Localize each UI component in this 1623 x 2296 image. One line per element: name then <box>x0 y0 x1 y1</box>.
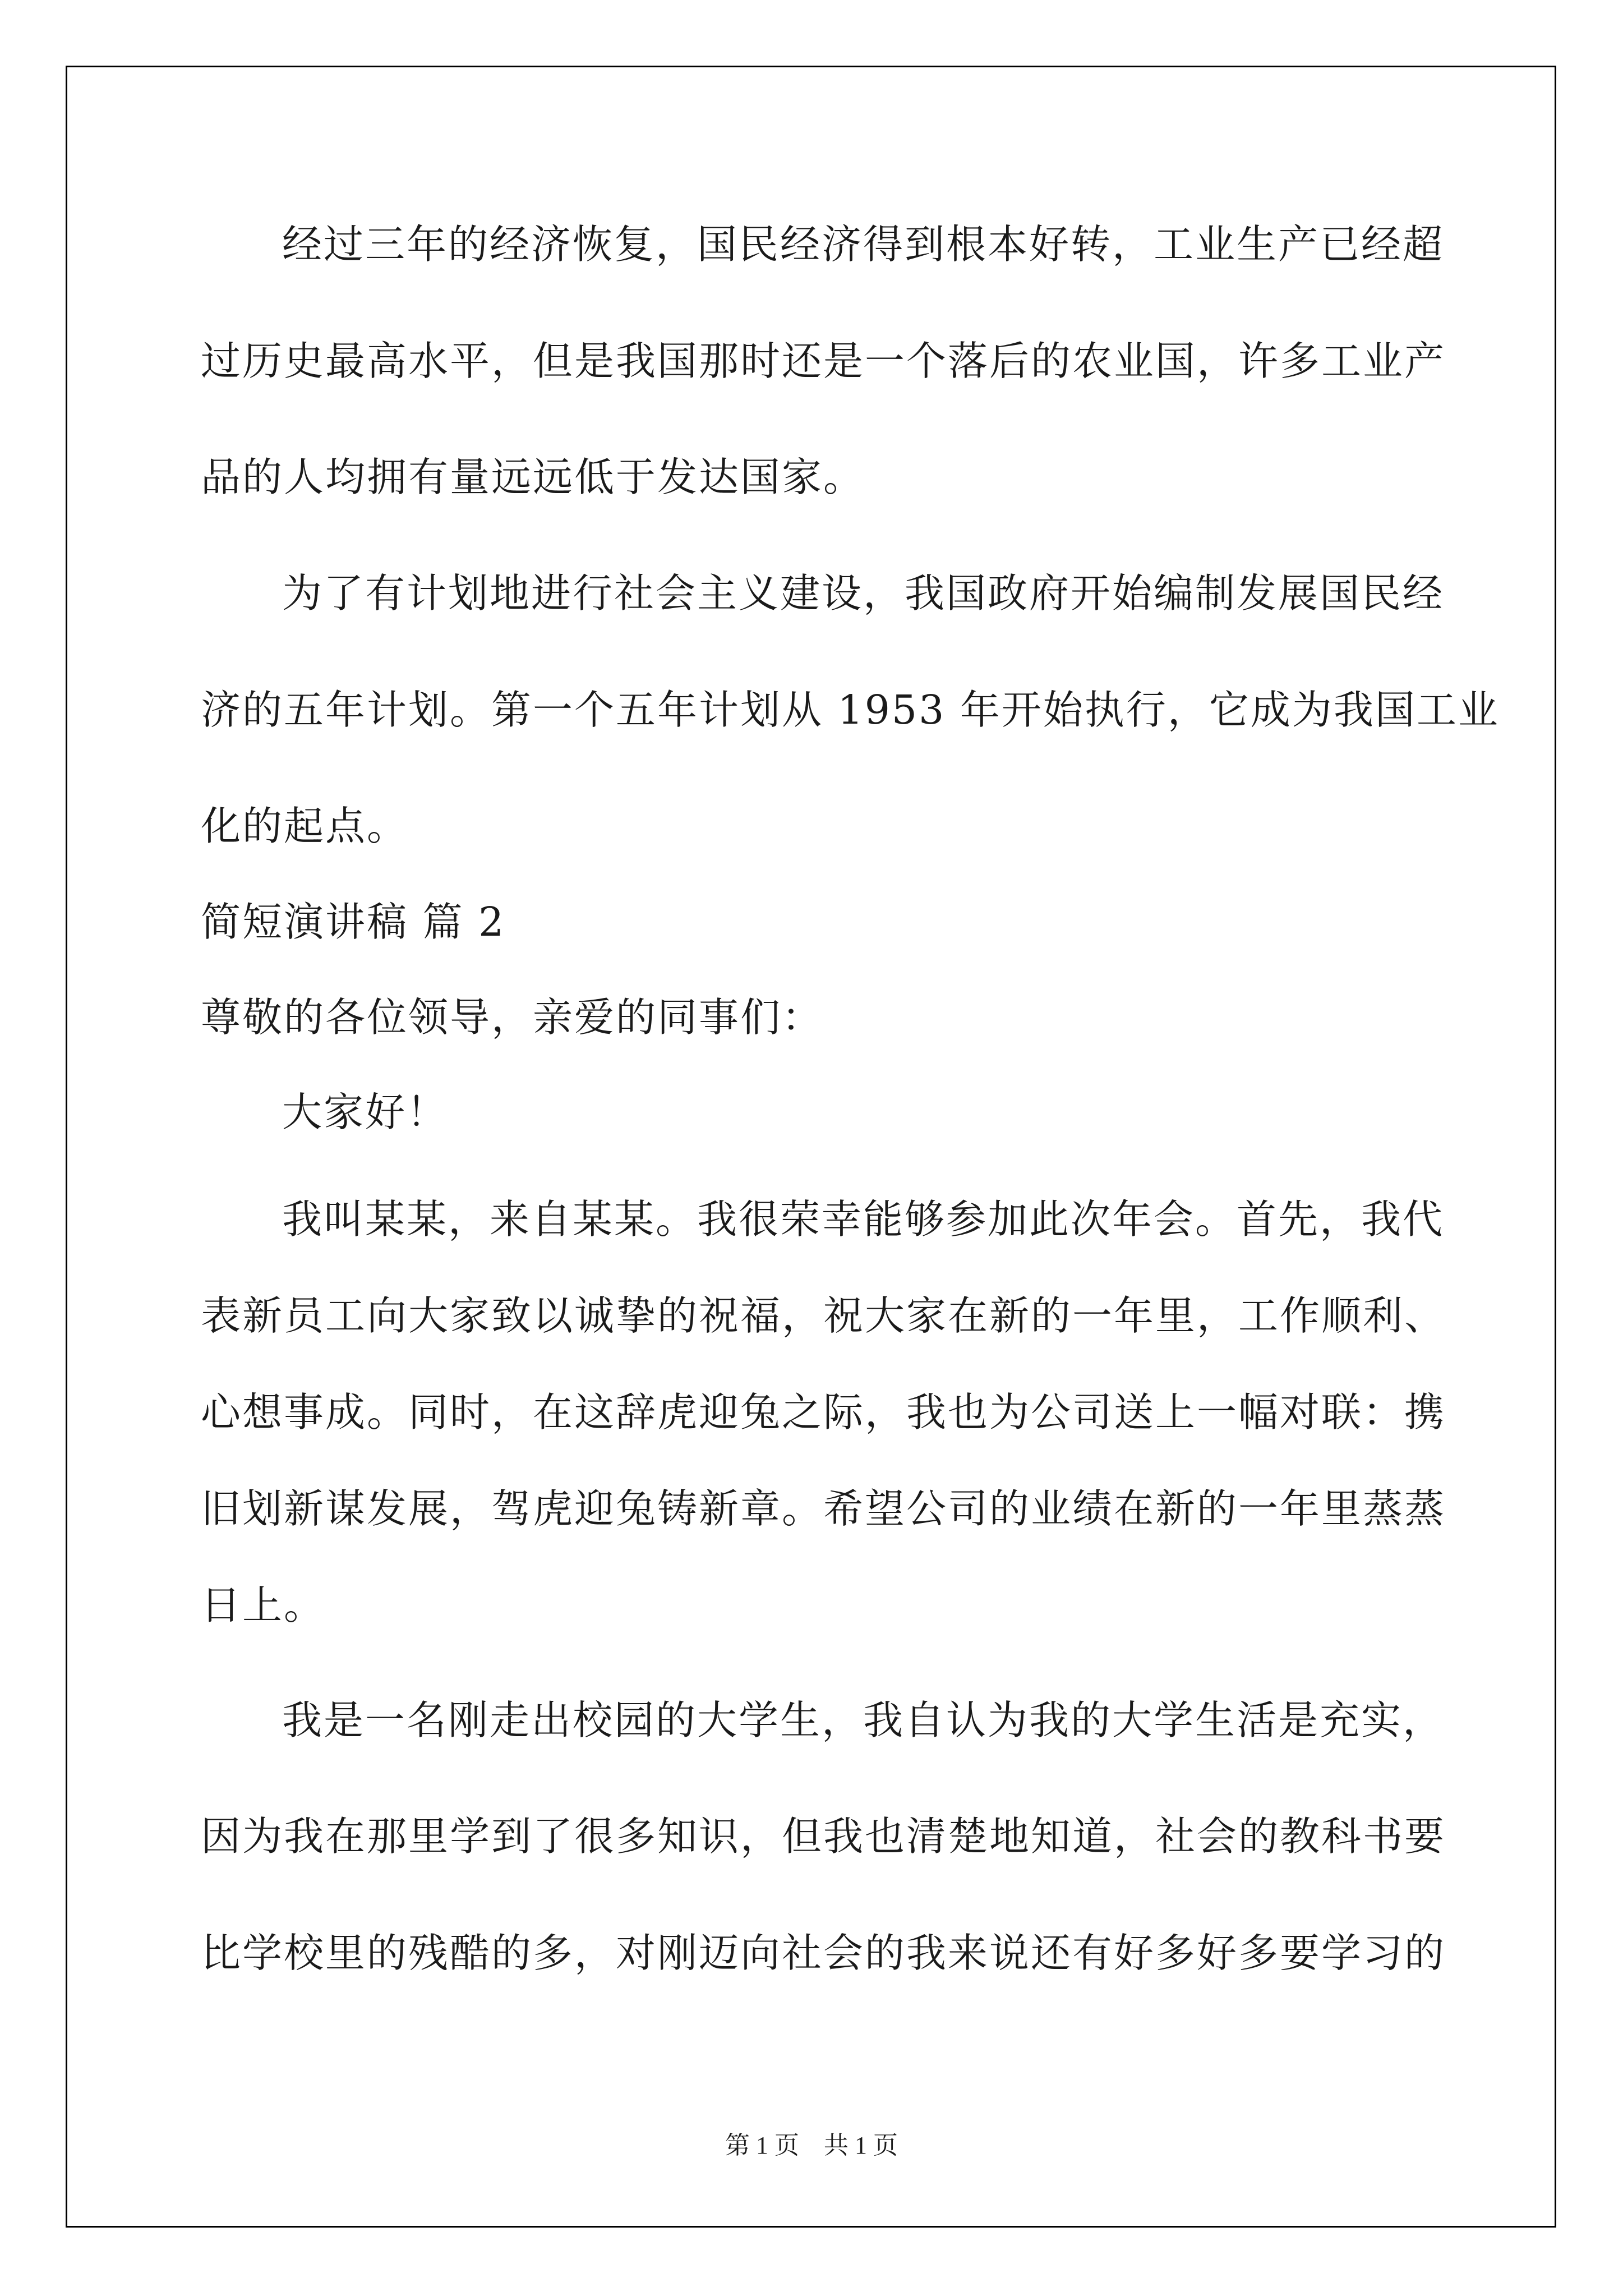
section-heading: 简短演讲稿 篇 2 <box>201 899 506 945</box>
paragraph-line: 品的人均拥有量远远低于发达国家。 <box>201 454 865 500</box>
paragraph-line: 日上。 <box>201 1582 326 1628</box>
paragraph-line: 表新员工向大家致以诚挚的祝福，祝大家在新的一年里，工作顺利、 <box>201 1292 1446 1339</box>
page-number-footer: 第 1 页 共 1 页 <box>725 2132 898 2159</box>
paragraph-line: 济的五年计划。第一个五年计划从 1953 年开始执行，它成为我国工业 <box>201 687 1500 733</box>
paragraph-line: 过历史最高水平，但是我国那时还是一个落后的农业国，许多工业产 <box>201 338 1446 384</box>
paragraph-line: 旧划新谋发展，驾虎迎兔铸新章。希望公司的业绩在新的一年里蒸蒸 <box>201 1485 1446 1532</box>
paragraph-line: 因为我在那里学到了很多知识，但我也清楚地知道，社会的教科书要 <box>201 1813 1446 1860</box>
paragraph-line: 我是一名刚走出校园的大学生，我自认为我的大学生活是充实， <box>282 1697 1445 1743</box>
paragraph-line: 心想事成。同时，在这辞虎迎兔之际，我也为公司送上一幅对联：携 <box>201 1389 1446 1435</box>
paragraph-line: 为了有计划地进行社会主义建设，我国政府开始编制发展国民经 <box>282 570 1445 616</box>
paragraph-line: 比学校里的残酷的多，对刚迈向社会的我来说还有好多好多要学习的 <box>201 1930 1446 1976</box>
paragraph-line: 我叫某某，来自某某。我很荣幸能够参加此次年会。首先，我代 <box>282 1196 1445 1243</box>
paragraph-line: 化的起点。 <box>201 803 409 849</box>
paragraph-line: 经过三年的经济恢复，国民经济得到根本好转，工业生产已经超 <box>282 221 1445 268</box>
salutation: 尊敬的各位领导，亲爱的同事们： <box>201 994 824 1041</box>
page-border <box>66 66 1556 2228</box>
greeting: 大家好！ <box>282 1089 449 1135</box>
